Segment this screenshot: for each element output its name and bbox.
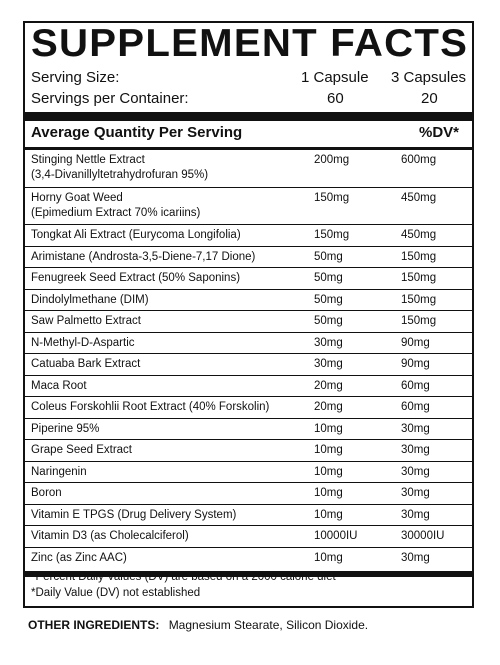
ingredient-name (31, 357, 301, 372)
amount-per-capsule: 20mg (314, 379, 343, 392)
amount-per-3-capsules: 30mg (401, 465, 430, 478)
amount-per-capsule: 10mg (314, 422, 343, 435)
ingredient-name (31, 191, 301, 221)
ingredient-row (25, 439, 472, 461)
ingredient-name-text: Horny Goat Weed (31, 192, 123, 204)
ingredient-row (25, 224, 472, 246)
average-quantity-header (31, 122, 471, 144)
amount-per-3-capsules: 90mg (401, 336, 430, 349)
ingredient-row (25, 482, 472, 504)
ingredient-name (31, 551, 301, 566)
ingredient-name-text: Arimistane (Androsta-3,5-Diene-7,17 Dione) (31, 250, 256, 263)
ingredient-row (25, 504, 472, 526)
amount-per-3-capsules: 150mg (401, 272, 437, 284)
supplement-facts-panel (23, 21, 474, 608)
ingredient-row (25, 150, 472, 187)
serving-size-col2: 3 Capsules (391, 69, 467, 86)
amount-per-3-capsules: 150mg (401, 250, 437, 263)
ingredient-row (25, 289, 472, 311)
ingredient-name (31, 508, 301, 523)
average-quantity-label: Average Quantity Per Serving (31, 124, 243, 141)
ingredient-name-text: Naringenin (31, 465, 87, 478)
ingredient-subtext: (3,4-Divanillyltetrahydrofuran 95%) (31, 169, 209, 181)
ingredient-name (31, 400, 301, 415)
ingredient-row (25, 187, 472, 224)
ingredient-name-text: Dindolylmethane (DIM) (31, 293, 149, 306)
ingredient-name-text: Saw Palmetto Extract (31, 315, 141, 327)
amount-per-capsule: 50mg (314, 250, 343, 263)
amount-per-3-capsules: 30000IU (401, 530, 445, 542)
ingredient-name-text: Catuaba Bark Extract (31, 358, 141, 370)
thick-divider (25, 112, 472, 121)
ingredient-name (31, 443, 301, 458)
ingredient-name (31, 271, 301, 286)
amount-per-capsule: 150mg (314, 192, 350, 204)
amount-per-capsule: 10mg (314, 465, 343, 478)
ingredient-row (25, 332, 472, 354)
ingredient-name (31, 228, 301, 243)
amount-per-capsule: 20mg (314, 401, 343, 413)
ingredient-name-text: Fenugreek Seed Extract (50% Saponins) (31, 272, 241, 284)
ingredient-name-text: Vitamin E TPGS (Drug Delivery System) (31, 508, 237, 521)
ingredient-row (25, 396, 472, 418)
ingredient-row (25, 547, 472, 569)
ingredient-row (25, 310, 472, 332)
ingredient-name (31, 314, 301, 329)
footnote-not-established: *Daily Value (DV) not established (31, 587, 201, 599)
ingredient-name-text: N-Methyl-D-Aspartic (31, 336, 135, 349)
ingredient-row (25, 375, 472, 397)
amount-per-3-capsules: 600mg (401, 154, 437, 166)
amount-per-capsule: 10mg (314, 551, 343, 564)
ingredient-name-text: Grape Seed Extract (31, 444, 132, 456)
ingredient-name-text: Tongkat Ali Extract (Eurycoma Longifolia) (31, 229, 241, 241)
footnote-dv: *Percent Daily Values (DV) are based on a 2000 calorie diet (31, 571, 336, 583)
ingredient-name (31, 250, 301, 265)
panel-title: SUPPLEMENT FACTS (31, 22, 469, 65)
amount-per-3-capsules: 30mg (401, 508, 430, 521)
ingredient-name (31, 529, 301, 544)
ingredient-name-text: Vitamin D3 (as Cholecalciferol) (31, 530, 189, 542)
amount-per-capsule: 10mg (314, 487, 343, 499)
serving-size-col1: 1 Capsule (301, 69, 369, 86)
other-ingredients-value: Magnesium Stearate, Silicon Dioxide. (168, 618, 369, 632)
serving-size-row (31, 68, 471, 88)
ingredient-row (25, 461, 472, 483)
amount-per-capsule: 30mg (314, 358, 343, 370)
ingredient-name (31, 336, 301, 351)
ingredient-name-text: Stinging Nettle Extract (31, 154, 145, 166)
amount-per-3-capsules: 30mg (401, 487, 430, 499)
amount-per-3-capsules: 60mg (401, 379, 430, 392)
ingredient-subtext: (Epimedium Extract 70% icariins) (31, 207, 201, 219)
other-ingredients-label: OTHER INGREDIENTS: (28, 618, 160, 632)
ingredient-name (31, 153, 301, 183)
servings-col2: 20 (421, 90, 438, 107)
amount-per-capsule: 50mg (314, 293, 343, 306)
amount-per-3-capsules: 30mg (401, 444, 430, 456)
other-ingredients (28, 617, 368, 633)
amount-per-capsule: 10mg (314, 508, 343, 521)
ingredient-row (25, 246, 472, 268)
amount-per-capsule: 30mg (314, 336, 343, 349)
ingredient-name-text: Maca Root (31, 379, 87, 392)
amount-per-3-capsules: 150mg (401, 293, 437, 306)
ingredient-row (25, 353, 472, 375)
amount-per-capsule: 10mg (314, 444, 343, 456)
ingredient-name-text: Boron (31, 487, 62, 499)
ingredient-name (31, 486, 301, 501)
ingredient-row (25, 525, 472, 547)
servings-label: Servings per Container: (31, 90, 189, 107)
amount-per-capsule: 50mg (314, 272, 343, 284)
ingredient-name (31, 379, 301, 394)
amount-per-3-capsules: 30mg (401, 551, 430, 564)
ingredient-name (31, 422, 301, 437)
ingredient-name-text: Zinc (as Zinc AAC) (31, 551, 127, 564)
amount-per-capsule: 10000IU (314, 530, 358, 542)
servings-per-container-row (31, 89, 471, 109)
amount-per-3-capsules: 30mg (401, 422, 430, 435)
ingredient-name (31, 465, 301, 480)
amount-per-3-capsules: 150mg (401, 315, 437, 327)
amount-per-3-capsules: 90mg (401, 358, 430, 370)
servings-col1: 60 (327, 90, 344, 107)
ingredient-name (31, 293, 301, 308)
amount-per-3-capsules: 450mg (401, 229, 437, 241)
ingredient-row (25, 418, 472, 440)
amount-per-capsule: 50mg (314, 315, 343, 327)
ingredient-name-text: Piperine 95% (31, 422, 100, 435)
amount-per-3-capsules: 450mg (401, 192, 437, 204)
amount-per-capsule: 200mg (314, 154, 350, 166)
ingredient-row (25, 267, 472, 289)
amount-per-capsule: 150mg (314, 229, 350, 241)
daily-value-label: %DV* (419, 124, 460, 141)
ingredient-name-text: Coleus Forskohlii Root Extract (40% Forskolin) (31, 401, 270, 413)
amount-per-3-capsules: 60mg (401, 401, 430, 413)
serving-size-label: Serving Size: (31, 69, 120, 86)
